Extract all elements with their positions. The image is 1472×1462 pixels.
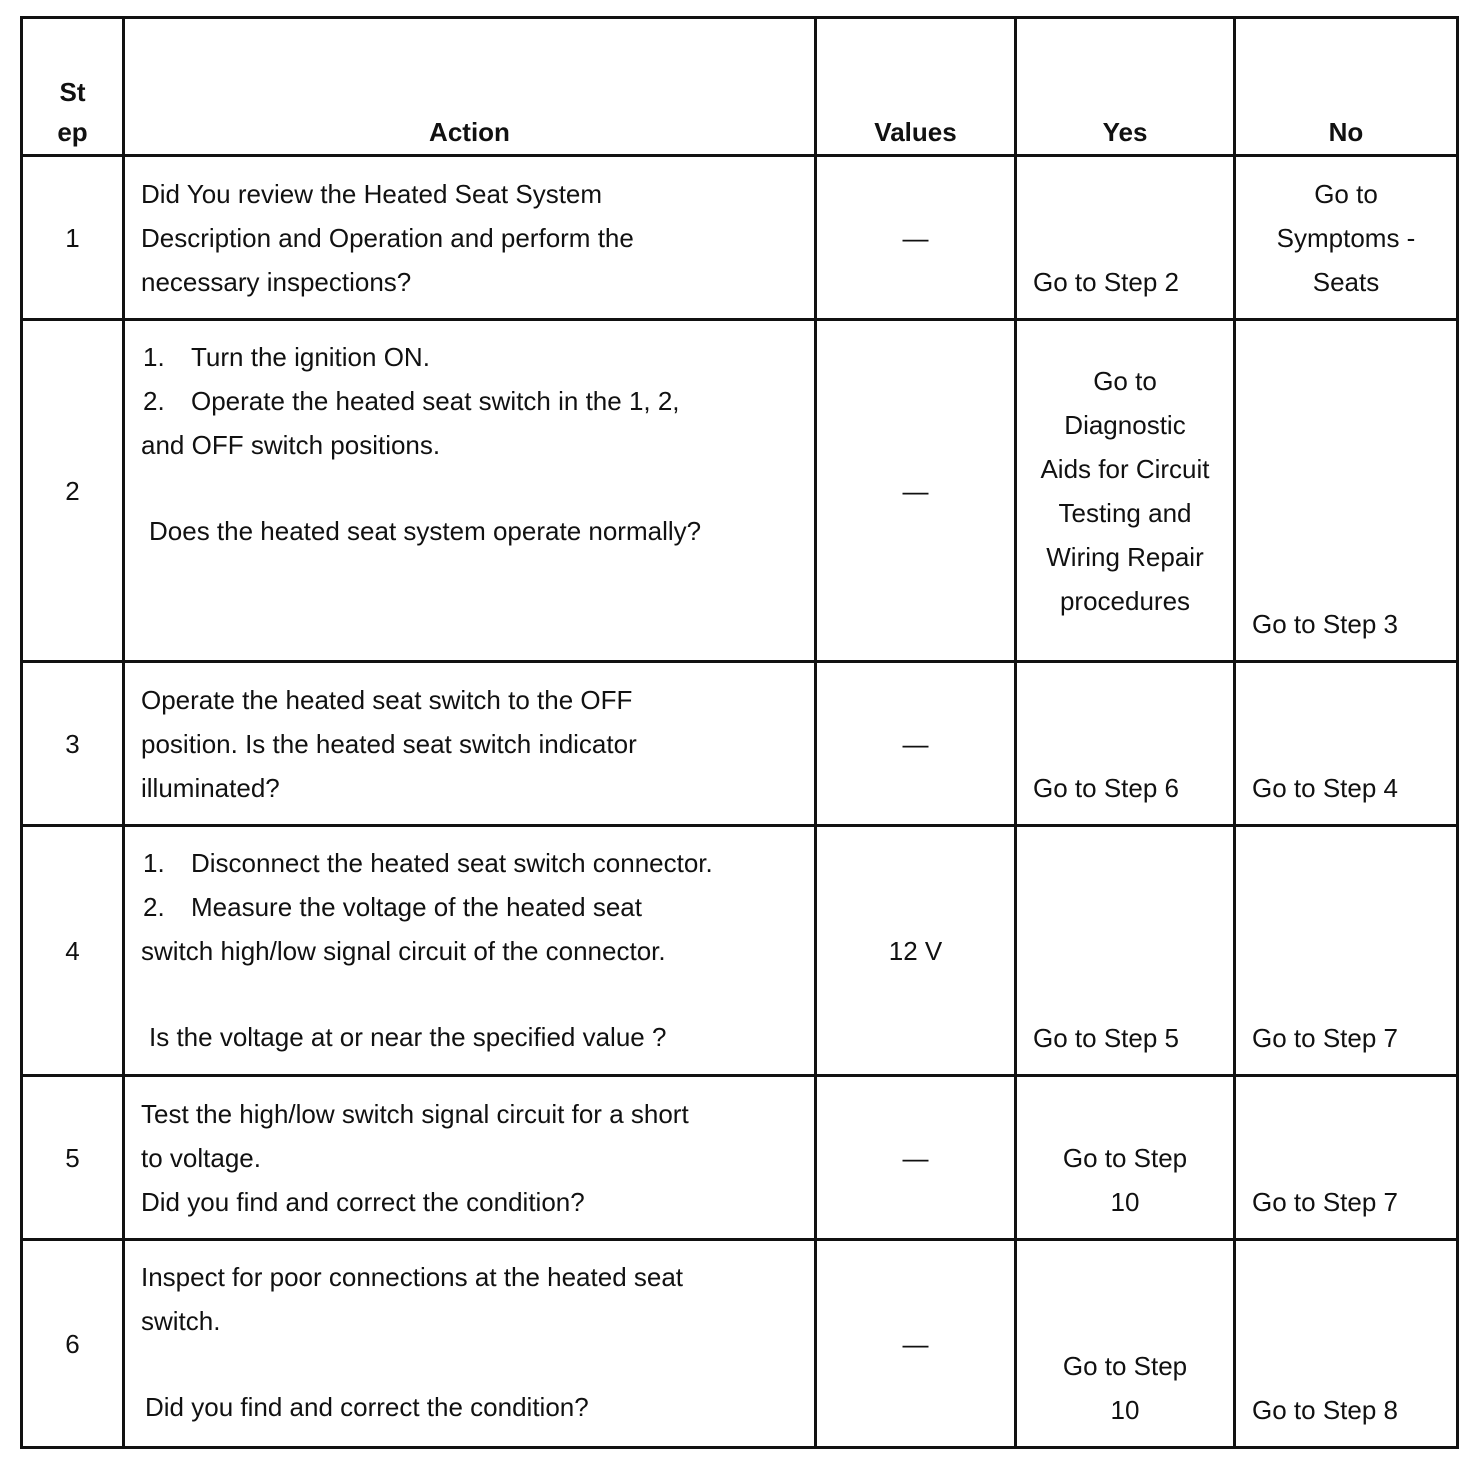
header-step-line2: ep — [57, 117, 88, 147]
no-line: Go to — [1314, 178, 1378, 209]
action-line: switch. — [141, 1306, 221, 1336]
yes-cell: Go to Step 6 — [1016, 662, 1235, 826]
table-row — [22, 662, 1458, 826]
list-text: Disconnect the heated seat switch connector. — [191, 848, 713, 878]
no-cell: Go to Step 3 — [1235, 320, 1458, 662]
diagnostic-table — [20, 16, 1459, 1449]
values-cell: — — [816, 320, 1016, 662]
yes-cell — [1016, 1240, 1235, 1448]
yes-line: Aids for Circuit — [1040, 453, 1210, 484]
values-cell: — — [816, 1240, 1016, 1448]
action-line: illuminated? — [141, 772, 280, 803]
table-row — [22, 826, 1458, 1076]
header-action: Action — [124, 18, 816, 156]
yes-cell: Go to Step 2 — [1016, 156, 1235, 320]
action-cell — [124, 662, 816, 826]
header-row — [22, 18, 1458, 156]
no-cell: Go to Step 4 — [1235, 662, 1458, 826]
list-number: 2. — [143, 386, 165, 416]
action-line: Inspect for poor connections at the heated seat — [141, 1262, 684, 1292]
list-number: 1. — [143, 848, 165, 878]
yes-line: procedures — [1059, 585, 1191, 616]
no-cell: Go to Step 7 — [1235, 826, 1458, 1076]
action-list-item — [141, 379, 806, 423]
spacer — [141, 973, 806, 1015]
header-step-line1: St — [59, 77, 86, 107]
action-line: position. Is the heated seat switch indicator — [141, 728, 637, 759]
header-values: Values — [816, 18, 1016, 156]
step-number: 4 — [22, 826, 124, 1076]
action-cell — [124, 156, 816, 320]
action-line: Description and Operation and perform the — [141, 222, 634, 253]
action-line: necessary inspections? — [141, 266, 412, 297]
action-list-item — [141, 841, 806, 885]
header-yes: Yes — [1016, 18, 1235, 156]
action-cell — [124, 826, 816, 1076]
yes-line: Go to Step — [1062, 1351, 1188, 1381]
step-number: 2 — [22, 320, 124, 662]
step-number: 5 — [22, 1076, 124, 1240]
values-cell: 12 V — [816, 826, 1016, 1076]
action-cell — [124, 1240, 816, 1448]
spacer — [141, 1343, 806, 1385]
table-row — [22, 1240, 1458, 1448]
action-cell — [124, 1076, 816, 1240]
values-cell: — — [816, 156, 1016, 320]
yes-cell — [1016, 1076, 1235, 1240]
action-line: Test the high/low switch signal circuit for a short — [141, 1098, 689, 1129]
header-step — [22, 18, 124, 156]
yes-line: 10 — [1110, 1395, 1140, 1425]
header-no: No — [1235, 18, 1458, 156]
action-list-item — [141, 885, 806, 929]
yes-line: Go to — [1093, 365, 1157, 396]
list-text: Operate the heated seat switch in the 1, 2, — [191, 386, 680, 416]
step-number: 1 — [22, 156, 124, 320]
table-row — [22, 320, 1458, 662]
no-cell: Go to Step 8 — [1235, 1240, 1458, 1448]
spacer — [141, 467, 806, 509]
no-line: Symptoms - — [1276, 222, 1416, 253]
no-cell — [1235, 156, 1458, 320]
yes-line: Diagnostic — [1064, 409, 1186, 440]
values-cell: — — [816, 1076, 1016, 1240]
step-number: 6 — [22, 1240, 124, 1448]
list-text: Turn the ignition ON. — [191, 342, 430, 372]
action-line: Operate the heated seat switch to the OFF — [141, 684, 633, 715]
list-number: 1. — [143, 342, 165, 372]
step-number: 3 — [22, 662, 124, 826]
yes-line: Testing and — [1058, 497, 1192, 528]
yes-line: Wiring Repair — [1046, 541, 1204, 572]
action-question: Did you find and correct the condition? — [145, 1392, 589, 1422]
action-question: Does the heated seat system operate normally? — [149, 516, 702, 546]
yes-cell — [1016, 320, 1235, 662]
table-row — [22, 156, 1458, 320]
yes-line: 10 — [1110, 1187, 1140, 1217]
action-line: Did You review the Heated Seat System — [141, 178, 603, 209]
no-line: Seats — [1312, 266, 1380, 297]
yes-cell: Go to Step 5 — [1016, 826, 1235, 1076]
action-cell — [124, 320, 816, 662]
action-line: to voltage. — [141, 1142, 261, 1173]
action-line: Did you find and correct the condition? — [141, 1186, 585, 1217]
list-text: Measure the voltage of the heated seat — [191, 892, 642, 922]
table-row — [22, 1076, 1458, 1240]
no-cell: Go to Step 7 — [1235, 1076, 1458, 1240]
yes-line: Go to Step — [1062, 1143, 1188, 1173]
values-cell: — — [816, 662, 1016, 826]
action-line: switch high/low signal circuit of the connector. — [141, 936, 666, 966]
list-number: 2. — [143, 892, 165, 922]
action-question: Is the voltage at or near the specified value ? — [149, 1022, 667, 1052]
action-list-item — [141, 335, 806, 379]
action-line: and OFF switch positions. — [141, 430, 441, 460]
